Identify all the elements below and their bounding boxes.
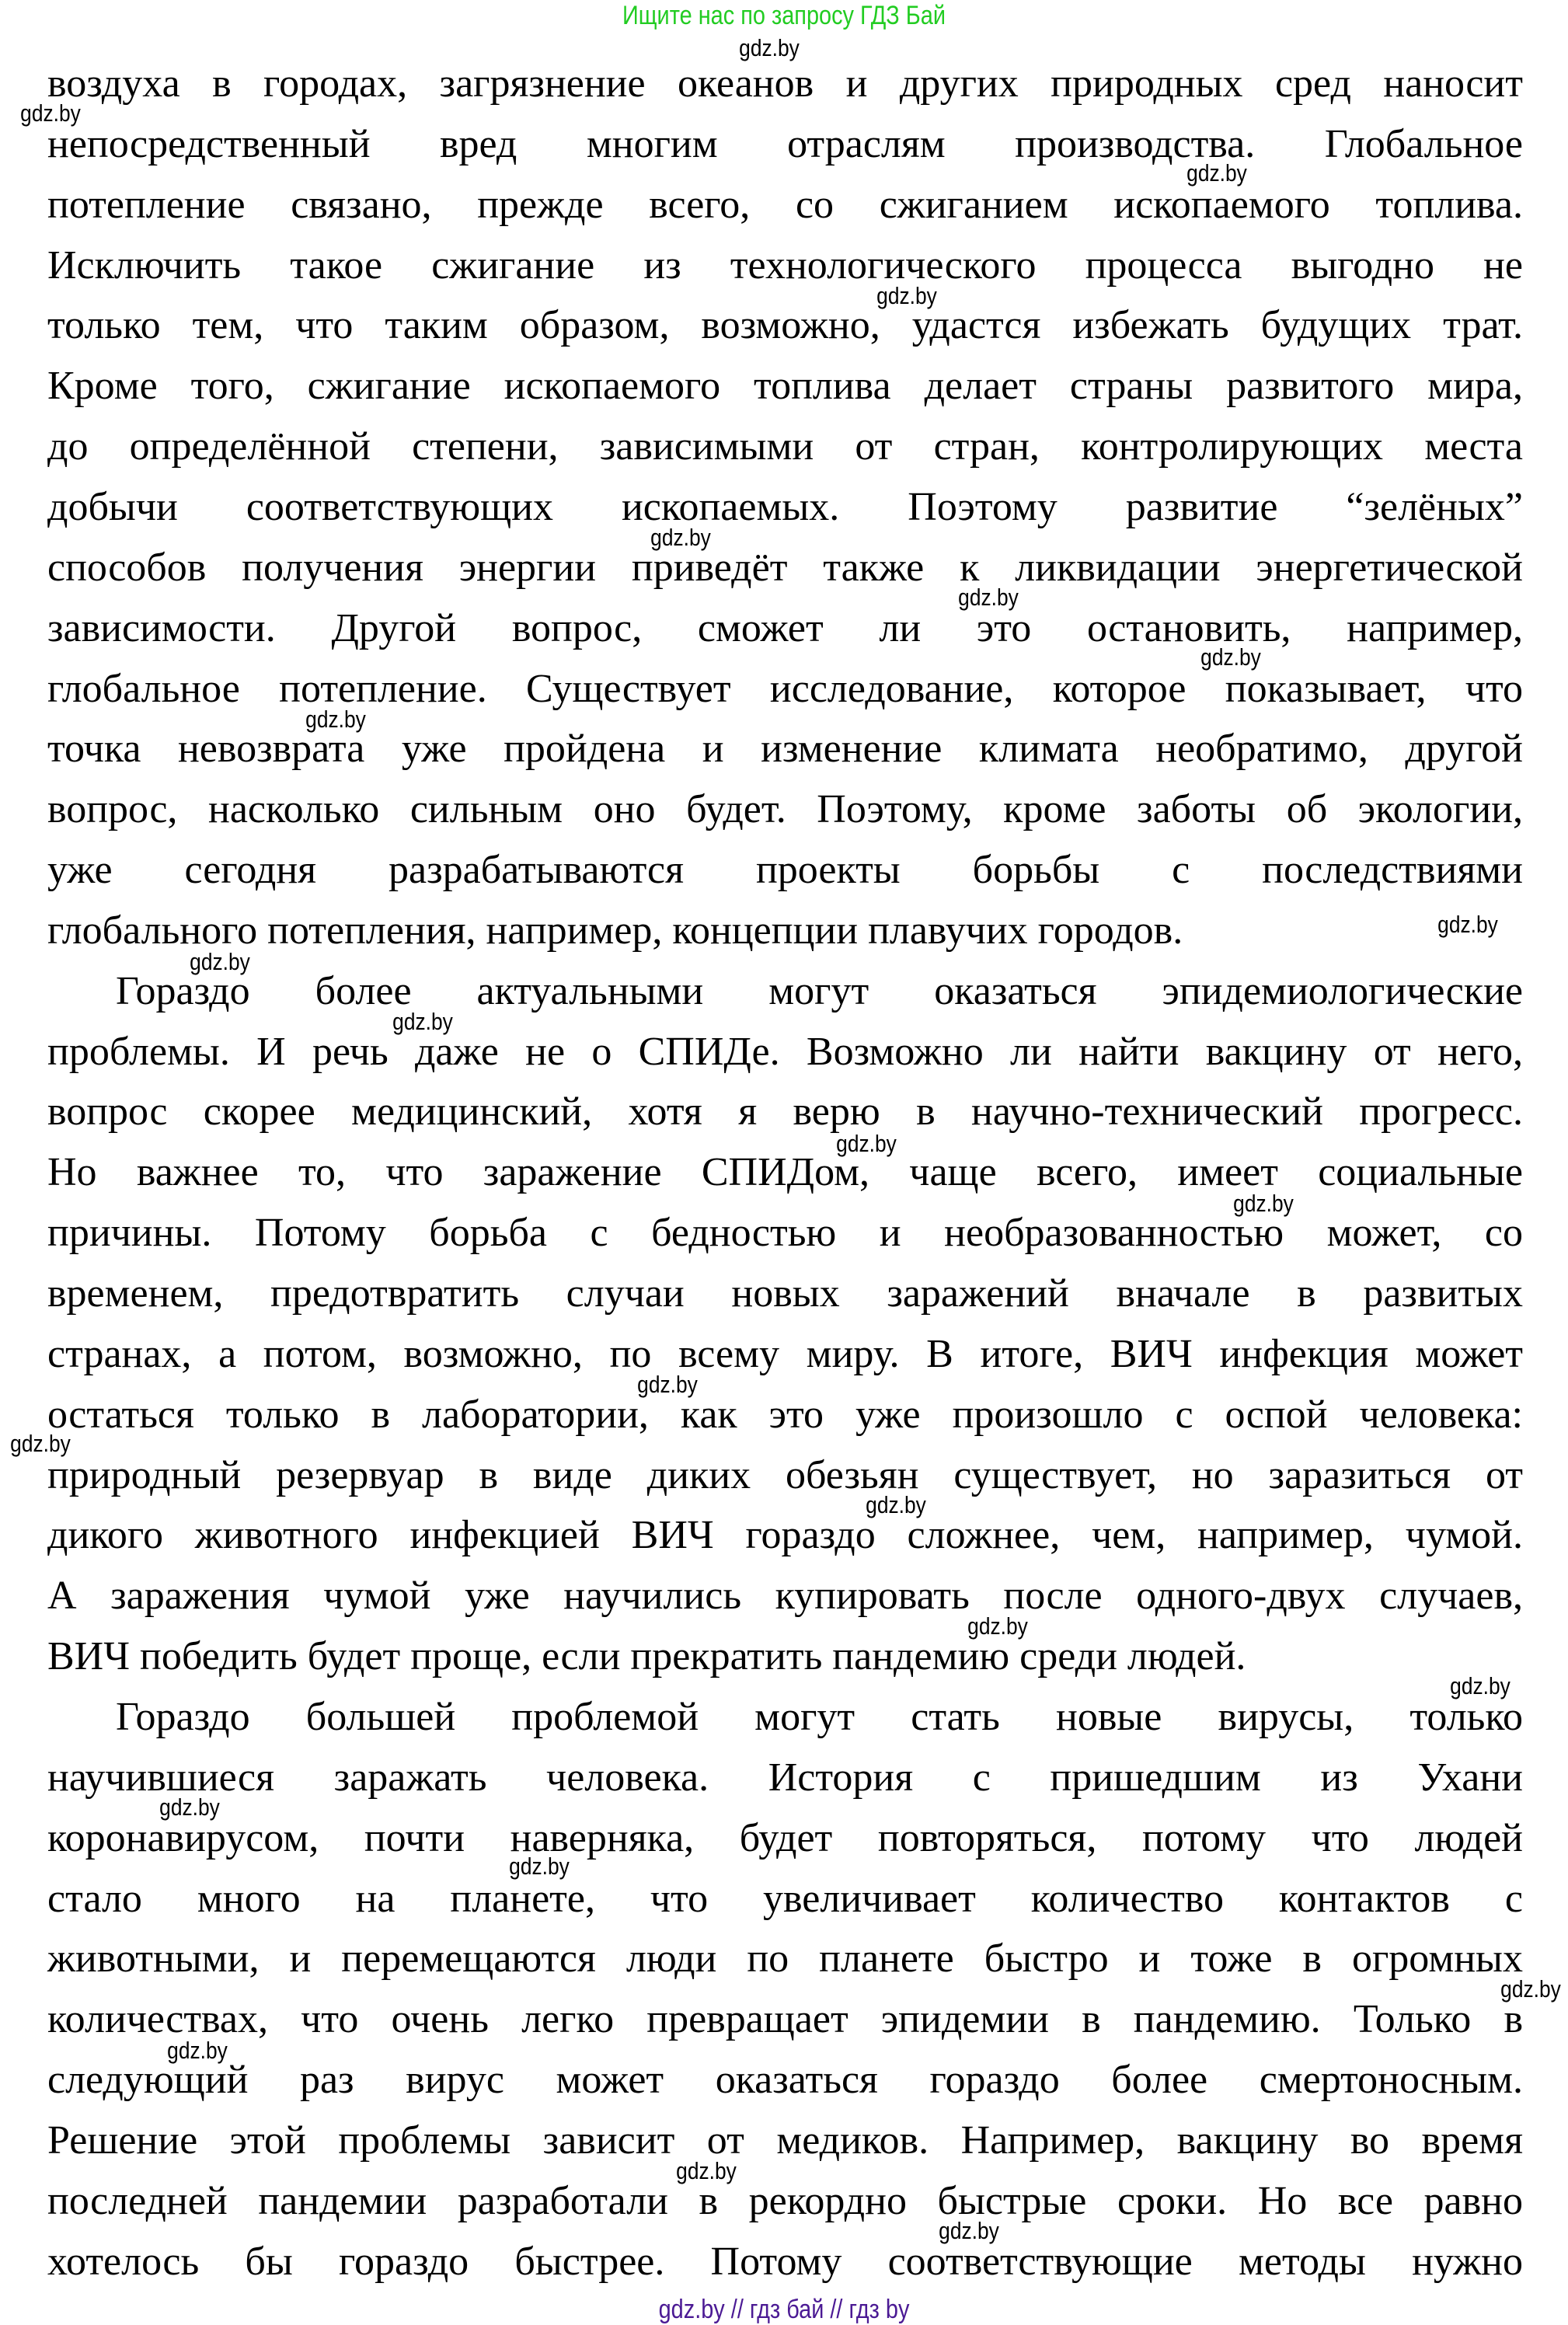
text-line: потепление связано, прежде всего, со сжиганием ископаемого топлива. — [47, 182, 1523, 227]
watermark: gdz.by — [967, 1612, 1028, 1640]
search-hint-banner: Ищите нас по запросу ГДЗ Бай — [622, 1, 946, 30]
text-line: коронавирусом, почти наверняка, будет повторяться, потому что людей — [47, 1815, 1523, 1860]
text-line: количествах, что очень легко превращает эпидемии в пандемию. Только в — [47, 1997, 1523, 2042]
text-line: А заражения чумой уже научились купировать после одного-двух случаев, — [47, 1574, 1523, 1619]
text-line: животными, и перемещаются люди по планете быстро и тоже в огромных — [47, 1936, 1523, 1982]
watermark: gdz.by — [1200, 643, 1261, 671]
watermark: gdz.by — [1437, 910, 1499, 938]
text-line: зависимости. Другой вопрос, сможет ли это остановить, например, — [47, 605, 1523, 650]
text-line: глобального потепления, например, концепции плавучих городов. — [47, 908, 1183, 953]
watermark: gdz.by — [876, 281, 937, 309]
text-line: Гораздо большей проблемой могут стать новые вирусы, только — [116, 1694, 1523, 1739]
watermark: gdz.by — [866, 1491, 926, 1519]
text-line: причины. Потому борьба с бедностью и необразованностью может, со — [47, 1211, 1523, 1256]
text-line: природный резервуар в виде диких обезьян существует, но заразиться от — [47, 1452, 1523, 1497]
text-line: точка невозврата уже пройдена и изменение климата необратимо, другой — [47, 727, 1523, 772]
text-line: Исключить такое сжигание из технологического процесса выгодно не — [47, 242, 1523, 288]
text-line: стало много на планете, что увеличивает количество контактов с — [47, 1876, 1523, 1921]
watermark: gdz.by — [1186, 159, 1248, 186]
watermark: gdz.by — [1233, 1190, 1294, 1218]
watermark: gdz.by — [10, 1430, 71, 1458]
text-line: Кроме того, сжигание ископаемого топлива делает страны развитого мира, — [47, 364, 1523, 409]
watermark: gdz.by — [958, 583, 1019, 611]
watermark: gdz.by — [738, 33, 800, 61]
text-line: остаться только в лаборатории, как это уже произошло с оспой человека: — [47, 1392, 1523, 1437]
watermark: gdz.by — [392, 1007, 453, 1035]
text-line: вопрос скорее медицинский, хотя я верю в научно-технический прогресс. — [47, 1089, 1523, 1135]
watermark: gdz.by — [1500, 1975, 1561, 2003]
text-line: хотелось бы гораздо быстрее. Потому соответствующие методы нужно — [47, 2239, 1523, 2284]
text-line: непосредственный вред многим отраслям производства. Глобальное — [47, 121, 1523, 166]
watermark: gdz.by — [305, 706, 367, 734]
watermark: gdz.by — [508, 1853, 570, 1881]
watermark: gdz.by — [835, 1130, 897, 1158]
text-line: до определённой степени, зависимыми от стран, контролирующих места — [47, 424, 1523, 469]
text-line: глобальное потепление. Существует исследование, которое показывает, что — [47, 666, 1523, 711]
text-line: способов получения энергии приведёт также к ликвидации энергетической — [47, 545, 1523, 590]
text-line: уже сегодня разрабатываются проекты борьбы с последствиями — [47, 848, 1523, 893]
text-line: следующий раз вирус может оказаться гораздо более смертоносным. — [47, 2058, 1523, 2103]
watermark: gdz.by — [650, 523, 712, 551]
text-line: добычи соответствующих ископаемых. Поэтому развитие “зелёных” — [47, 484, 1523, 529]
watermark: gdz.by — [166, 2036, 228, 2064]
text-line: научившиеся заражать человека. История с пришедшим из Ухани — [47, 1755, 1523, 1800]
watermark: gdz.by — [676, 2157, 737, 2185]
text-line: проблемы. И речь даже не о СПИДе. Возможно ли найти вакцину от него, — [47, 1029, 1523, 1074]
watermark: gdz.by — [189, 947, 250, 975]
watermark: gdz.by — [637, 1370, 698, 1398]
text-line: последней пандемии разработали в рекордно быстрые сроки. Но все равно — [47, 2178, 1523, 2223]
text-line: Гораздо более актуальными могут оказаться эпидемиологические — [116, 968, 1523, 1013]
text-line: воздуха в городах, загрязнение океанов и других природных сред наносит — [47, 61, 1523, 106]
watermark: gdz.by — [939, 2217, 1000, 2245]
text-line: дикого животного инфекцией ВИЧ гораздо сложнее, чем, например, чумой. — [47, 1513, 1523, 1558]
watermark: gdz.by — [159, 1793, 220, 1821]
watermark: gdz.by — [20, 99, 82, 127]
watermark: gdz.by — [1449, 1671, 1511, 1699]
text-line: странах, а потом, возможно, по всему миру. В итоге, ВИЧ инфекция может — [47, 1331, 1523, 1376]
text-line: временем, предотвратить случаи новых заражений вначале в развитых — [47, 1271, 1523, 1316]
text-line: вопрос, насколько сильным оно будет. Поэтому, кроме заботы об экологии, — [47, 787, 1523, 832]
text-line: Решение этой проблемы зависит от медиков. Например, вакцину во время — [47, 2118, 1523, 2163]
footer-links[interactable]: gdz.by // гдз бай // гдз by — [658, 2295, 910, 2324]
text-line: Но важнее то, что заражение СПИДом, чаще всего, имеет социальные — [47, 1150, 1523, 1195]
text-line: ВИЧ победить будет проще, если прекратить пандемию среди людей. — [47, 1634, 1246, 1679]
text-line: только тем, что таким образом, возможно, удастся избежать будущих трат. — [47, 303, 1523, 348]
